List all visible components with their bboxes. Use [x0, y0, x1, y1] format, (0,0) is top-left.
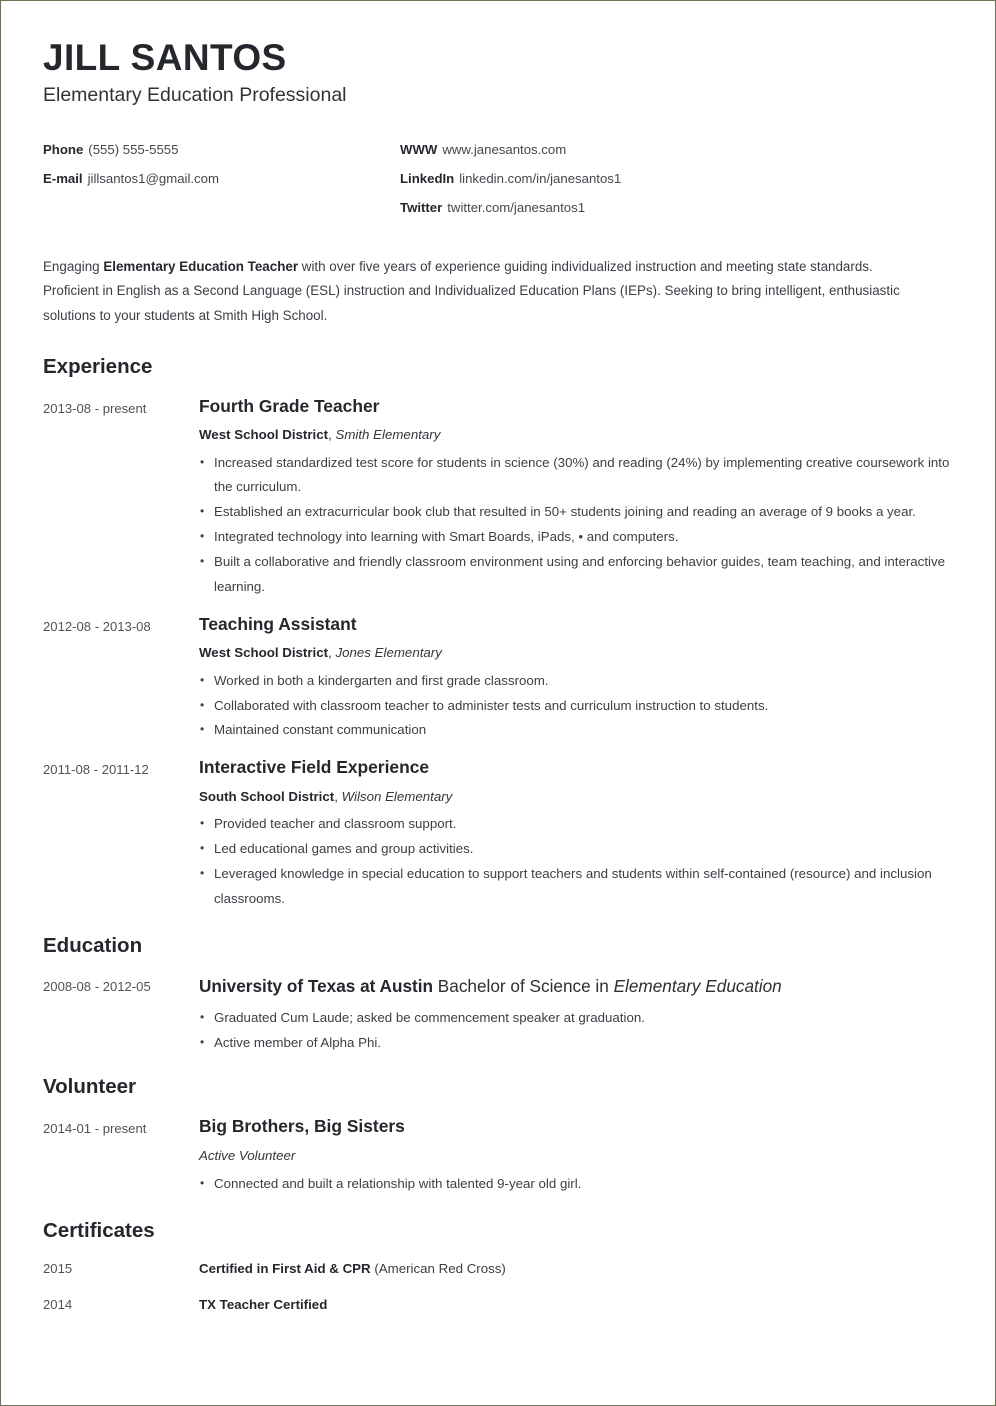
entry-body: [199, 614, 953, 744]
resume-content: [1, 1, 995, 1405]
entry-organization: South School District: [199, 789, 335, 805]
entry-bullet-list: [199, 669, 953, 744]
contact-item-linkedin: [400, 172, 621, 185]
entry-date: 2008-08 - 2012-05: [43, 979, 151, 995]
entry-organization-line: [199, 788, 953, 805]
entry-organization: West School District: [199, 645, 329, 661]
summary-emphasis: Elementary Education Teacher: [103, 258, 299, 274]
entry-location: Wilson Elementary: [341, 789, 453, 805]
contact-value-email[interactable]: jillsantos1@gmail.com: [87, 171, 219, 187]
summary-part-2: with over five years of experience guiding individualized instruction and meeting state standards. Proficient in English as a Second Language (ESL) instruction and Individualized Education Plans (IEPs). Seeking to bring intelligent, enthusiastic solutions to your students at Smith High School.: [43, 258, 900, 324]
entry-separator: ,: [328, 645, 336, 661]
entry-bullet-list: [199, 451, 953, 600]
certificate-row: [43, 1296, 953, 1313]
entry-location: Jones Elementary: [335, 645, 442, 661]
contact-label-www: WWW: [400, 141, 438, 157]
certificate-name: TX Teacher Certified: [199, 1296, 328, 1312]
experience-entry: [43, 757, 953, 911]
experience-entry: [43, 396, 953, 600]
entry-bullet-list: [199, 1006, 953, 1056]
education-major: Elementary Education: [613, 976, 782, 997]
section-certificates: [43, 1219, 953, 1313]
contact-column-right: [400, 143, 621, 215]
volunteer-role: Active Volunteer: [199, 1147, 296, 1163]
entry-body: [199, 1116, 953, 1197]
list-item: • Established an extracurricular book club that resulted in 50+ students joining and reading an average of 9 books a year.: [199, 500, 953, 525]
certificate-detail: (American Red Cross): [370, 1260, 506, 1276]
entry-separator: ,: [334, 789, 342, 805]
entry-job-title: Interactive Field Experience: [199, 757, 430, 778]
volunteer-organization: Big Brothers, Big Sisters: [199, 1116, 405, 1137]
section-education: [43, 934, 953, 1056]
contact-item-www: [400, 143, 621, 156]
contact-item-email: [43, 172, 400, 185]
section-heading-education: Education: [43, 933, 143, 957]
contact-block: [43, 143, 953, 215]
list-item: • Active member of Alpha Phi.: [199, 1031, 953, 1056]
section-experience: [43, 355, 953, 912]
experience-entry: [43, 614, 953, 744]
entry-date: 2014-01 - present: [43, 1121, 147, 1137]
contact-column-left: [43, 143, 400, 215]
certificate-date: 2015: [43, 1260, 73, 1276]
contact-value-twitter[interactable]: twitter.com/janesantos1: [447, 200, 586, 216]
education-degree: Bachelor of Science in: [433, 976, 614, 997]
professional-headline: Elementary Education Professional: [43, 83, 347, 106]
certificate-date: 2014: [43, 1296, 73, 1312]
section-volunteer: [43, 1075, 953, 1196]
section-heading-experience: Experience: [43, 354, 153, 378]
contact-label-linkedin: LinkedIn: [400, 171, 455, 187]
contact-label-twitter: Twitter: [400, 200, 443, 216]
entry-job-title: Teaching Assistant: [199, 613, 357, 634]
entry-organization-line: [199, 426, 953, 443]
list-item: • Integrated technology into learning with Smart Boards, iPads, • and computers.: [199, 525, 953, 550]
entry-job-title: Fourth Grade Teacher: [199, 395, 380, 416]
entry-body: [199, 757, 953, 911]
list-item: • Led educational games and group activities.: [199, 837, 953, 862]
contact-label-phone: Phone: [43, 141, 84, 157]
list-item: • Collaborated with classroom teacher to administer tests and curriculum instruction to students.: [199, 694, 953, 719]
certificate-text: [199, 1296, 327, 1313]
education-entry: [43, 974, 953, 1055]
entry-location: Smith Elementary: [335, 427, 441, 443]
entry-date: 2011-08 - 2011-12: [43, 762, 149, 778]
entry-date: 2012-08 - 2013-08: [43, 618, 151, 634]
list-item: • Connected and built a relationship with talented 9-year old girl.: [199, 1172, 953, 1197]
contact-label-email: E-mail: [43, 171, 83, 187]
entry-date: 2013-08 - present: [43, 400, 147, 416]
list-item: • Leveraged knowledge in special education to support teachers and students within self-contained (resource) and inclusion classrooms.: [199, 862, 953, 912]
list-item: • Maintained constant communication: [199, 718, 953, 743]
section-heading-volunteer: Volunteer: [43, 1075, 137, 1099]
entry-bullet-list: [199, 1172, 953, 1197]
certificate-text: [199, 1260, 506, 1277]
summary-part-1: Engaging: [43, 258, 104, 274]
contact-value-phone: (555) 555-5555: [88, 141, 179, 157]
entry-bullet-list: [199, 812, 953, 911]
list-item: • Graduated Cum Laude; asked be commencement speaker at graduation.: [199, 1006, 953, 1031]
volunteer-entry: [43, 1116, 953, 1197]
contact-value-linkedin[interactable]: linkedin.com/in/janesantos1: [459, 171, 622, 187]
certificate-row: [43, 1260, 953, 1277]
entry-separator: ,: [328, 427, 336, 443]
contact-item-phone: [43, 143, 400, 156]
section-heading-certificates: Certificates: [43, 1218, 155, 1242]
entry-organization: West School District: [199, 427, 329, 443]
education-heading: [199, 974, 953, 997]
certificate-name: Certified in First Aid & CPR: [199, 1260, 371, 1276]
contact-value-www[interactable]: www.janesantos.com: [442, 141, 567, 157]
entry-body: [199, 974, 953, 1055]
education-school: University of Texas at Austin: [199, 976, 434, 997]
entry-organization-line: [199, 644, 953, 661]
entry-body: [199, 396, 953, 600]
list-item: • Provided teacher and classroom support.: [199, 812, 953, 837]
list-item: • Increased standardized test score for students in science (30%) and reading (24%) by implementing creative coursework into the curriculum.: [199, 451, 953, 501]
list-item: • Worked in both a kindergarten and first grade classroom.: [199, 669, 953, 694]
list-item: • Built a collaborative and friendly classroom environment using and enforcing behavior guides, team teaching, and interactive learning.: [199, 550, 953, 600]
summary-paragraph: [43, 255, 928, 329]
contact-item-twitter: [400, 201, 621, 214]
page-title: JILL SANTOS: [43, 37, 287, 78]
